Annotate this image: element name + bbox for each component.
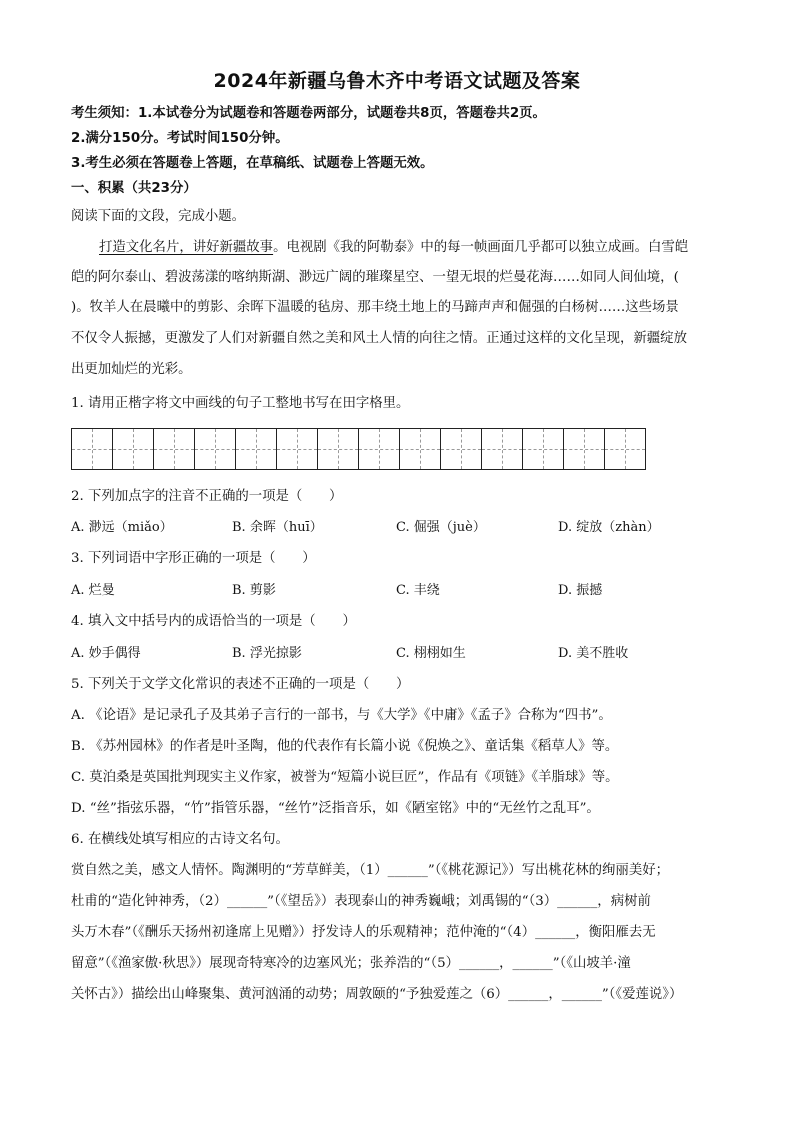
section-heading: 一、积累（共23分） — [71, 181, 197, 196]
grid-cell[interactable] — [359, 429, 400, 469]
q4-option-d[interactable]: D. 美不胜收 — [558, 646, 629, 661]
q3-option-d[interactable]: D. 振撼 — [558, 583, 603, 598]
tianzige-grid[interactable] — [71, 428, 646, 470]
q5-option-d[interactable]: D. “丝”指弦乐器，“竹”指管乐器，“丝竹”泛指音乐，如《陋室铭》中的“无丝竹之乱耳”。 — [71, 801, 600, 816]
grid-cell[interactable] — [195, 429, 236, 469]
question-2-stem: 2. 下列加点字的注音不正确的一项是（ ） — [71, 489, 343, 504]
q2-option-a[interactable]: A. 渺远（miǎo） — [71, 520, 173, 535]
q2-option-b[interactable]: B. 余晖（huī） — [232, 520, 323, 535]
q4-option-c[interactable]: C. 栩栩如生 — [396, 646, 466, 661]
q3-option-c[interactable]: C. 丰绕 — [396, 583, 440, 598]
q4-option-a[interactable]: A. 妙手偶得 — [71, 646, 141, 661]
question-6-stem: 6. 在横线处填写相应的古诗文名句。 — [71, 832, 289, 847]
question-1: 1. 请用正楷字将文中画线的句子工整地书写在田字格里。 — [71, 396, 410, 411]
notice-line-2: 2.满分150分。考试时间150分钟。 — [71, 131, 289, 146]
notice-line-1: 考生须知：1.本试卷分为试题卷和答题卷两部分，试题卷共8页，答题卷共2页。 — [71, 106, 546, 121]
passage-line-3: )。牧羊人在晨曦中的剪影、余晖下温暖的毡房、那丰绕土地上的马蹄声声和倔强的白杨树……这些场景 — [71, 300, 679, 315]
q6-line-4: 留意”（《渔家傲·秋思》）展现奇特寒冷的边塞风光；张养浩的“（5）______，______”（《山坡羊·潼 — [71, 956, 631, 971]
q5-option-c[interactable]: C. 莫泊桑是英国批判现实主义作家，被誉为“短篇小说巨匠”，作品有《项链》《羊脂球》等。 — [71, 770, 619, 785]
passage-line-5: 出更加灿烂的光彩。 — [71, 362, 192, 377]
q5-option-b[interactable]: B. 《苏州园林》的作者是叶圣陶，他的代表作有长篇小说《倪焕之》、童话集《稻草人》等。 — [71, 739, 619, 754]
q6-line-5: 关怀古》）描绘出山峰聚集、黄河汹涌的动势；周敦颐的“予独爱莲之（6）______，______”（《爱莲说》） — [71, 987, 683, 1002]
grid-cell[interactable] — [277, 429, 318, 469]
passage-line-2: 皑的阿尔泰山、碧波荡漾的喀纳斯湖、渺远广阔的璀璨星空、一望无垠的烂曼花海……如同人间仙境，( — [71, 270, 679, 285]
q6-line-2: 杜甫的“造化钟神秀，（2）______”（《望岳》）表现泰山的神秀巍峨；刘禹锡的“（3）______，病树前 — [71, 894, 651, 909]
grid-cell[interactable] — [605, 429, 645, 469]
grid-cell[interactable] — [113, 429, 154, 469]
q4-option-b[interactable]: B. 浮光掠影 — [232, 646, 302, 661]
passage-line-1-rest: 。电视剧《我的阿勒泰》中的每一帧画面几乎都可以独立成画。白雪皑 — [273, 240, 689, 255]
passage-line-4: 不仅令人振撼，更激发了人们对新疆自然之美和风土人情的向往之情。正通过这样的文化呈现，新疆绽放 — [71, 331, 687, 346]
q3-option-a[interactable]: A. 烂曼 — [71, 583, 115, 598]
reading-instruction: 阅读下面的文段，完成小题。 — [71, 209, 246, 224]
question-3-stem: 3. 下列词语中字形正确的一项是（ ） — [71, 551, 316, 566]
grid-cell[interactable] — [154, 429, 195, 469]
grid-cell[interactable] — [236, 429, 277, 469]
q3-option-b[interactable]: B. 剪影 — [232, 583, 276, 598]
q5-option-a[interactable]: A. 《论语》是记录孔子及其弟子言行的一部书，与《大学》《中庸》《孟子》合称为“四书”。 — [71, 708, 612, 723]
notice-line-3: 3.考生必须在答题卷上答题，在草稿纸、试题卷上答题无效。 — [71, 156, 434, 171]
question-4-stem: 4. 填入文中括号内的成语恰当的一项是（ ） — [71, 614, 356, 629]
grid-cell[interactable] — [523, 429, 564, 469]
passage-line-1 — [99, 238, 731, 258]
grid-cell[interactable] — [441, 429, 482, 469]
grid-cell[interactable] — [318, 429, 359, 469]
question-5-stem: 5. 下列关于文学文化常识的表述不正确的一项是（ ） — [71, 677, 410, 692]
q2-option-c[interactable]: C. 倔强（juè） — [396, 520, 486, 535]
grid-cell[interactable] — [72, 429, 113, 469]
q6-line-1: 赏自然之美，感文人情怀。陶渊明的“芳草鲜美，（1）______”（《桃花源记》）写出桃花林的绚丽美好； — [71, 863, 669, 878]
q2-option-d[interactable]: D. 绽放（zhàn） — [558, 520, 660, 535]
page-title: 2024年新疆乌鲁木齐中考语文试题及答案 — [213, 70, 581, 92]
grid-cell[interactable] — [564, 429, 605, 469]
q6-line-3: 头万木春”（《酬乐天扬州初逢席上见赠》）抒发诗人的乐观精神；范仲淹的“（4）______，衡阳雁去无 — [71, 925, 656, 940]
underlined-sentence: 打造文化名片，讲好新疆故事 — [99, 240, 274, 255]
grid-cell[interactable] — [482, 429, 523, 469]
grid-cell[interactable] — [400, 429, 441, 469]
